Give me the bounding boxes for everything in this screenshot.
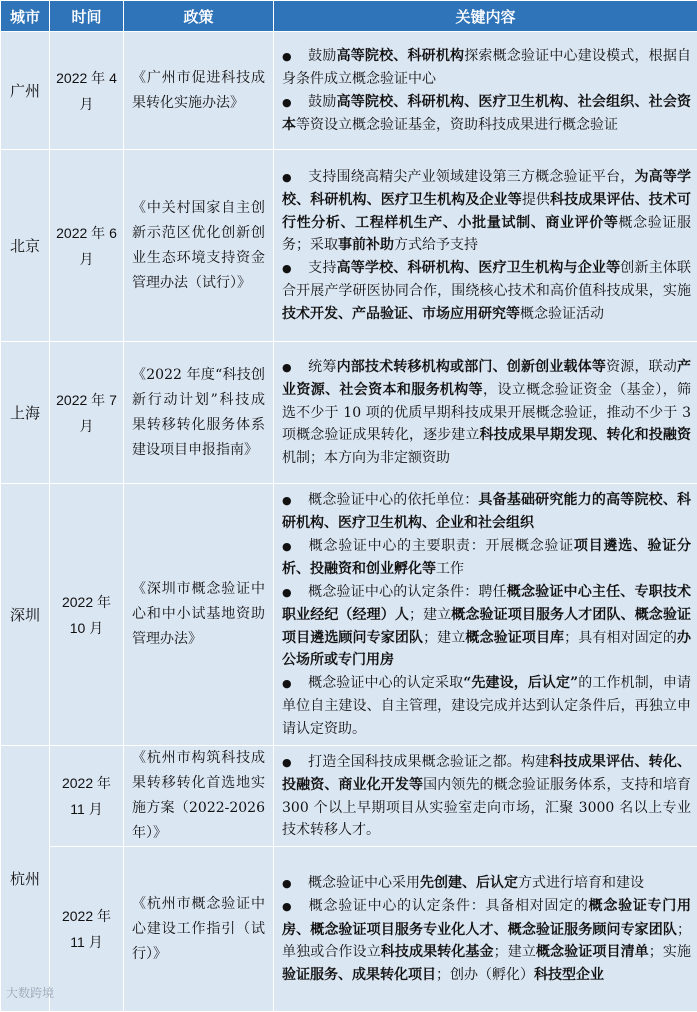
table-row (1, 32, 697, 150)
bullet-dot-icon: ● (282, 167, 308, 190)
body-text: 探索概念验证中心建设模式，根据自身条件成立概念验证中心 (282, 48, 691, 88)
emphasis-text: 高等院校、科研机构、医疗卫生机构、社会组织、社会资本 (282, 94, 691, 134)
time-cell: 2022 年 7 月 (50, 342, 124, 484)
body-text: ；建立 (423, 630, 465, 646)
body-text: ；具有相对固定的 (564, 630, 677, 646)
body-text: ；实施 (649, 944, 691, 960)
body-text: 打造全国科技成果概念验证之都。构建 (308, 754, 549, 770)
bullet-item (282, 45, 691, 91)
content-cell (274, 847, 697, 1012)
city-cell: 杭州 (1, 746, 50, 1012)
emphasis-text: 概念验证中心主任、专职技术职业经纪（经理）人 (282, 584, 691, 624)
city-cell: 深圳 (1, 484, 50, 746)
emphasis-text: 事前补助 (338, 237, 394, 253)
body-text: 概念验证中心采用 (308, 875, 420, 891)
body-text: 国内领先的概念验证服务体系，支持和培育 300 个以上早期项目从实验室走向市场，汇聚 3000 名以上专业技术转移人才。 (282, 777, 691, 838)
bullet-item (282, 166, 691, 257)
bullet-item (282, 489, 691, 535)
emphasis-text: 概念验证项目清单 (536, 944, 649, 960)
bullet-item (282, 257, 691, 326)
emphasis-text: “先建设，后认定” (463, 675, 578, 691)
body-text: 等资设立概念验证基金，资助科技成果进行概念验证 (296, 117, 618, 133)
time-cell: 2022 年 11 月 (50, 746, 124, 847)
policy-cell: 《广州市促进科技成果转化实施办法》 (124, 32, 274, 150)
city-cell: 北京 (1, 150, 50, 342)
bullet-dot-icon: ● (282, 873, 308, 896)
city-cell: 广州 (1, 32, 50, 150)
body-text: ；建立 (409, 607, 451, 623)
policy-cell: 《深圳市概念验证中心和中小试基地资助管理办法》 (124, 484, 274, 746)
bullet-dot-icon: ● (282, 673, 308, 696)
body-text: 概念验证活动 (520, 306, 604, 322)
emphasis-text: 项目遴选、验证分析、投融资和创业孵化等 (282, 538, 691, 578)
body-text: 的工作机制，申请单位自主建设、自主管理，建设完成并达到认定条件后，再独立申请认定资助。 (282, 675, 691, 737)
body-text: 统筹 (308, 359, 337, 375)
body-text: 提供 (522, 192, 550, 208)
table-row (1, 484, 697, 746)
body-text: 支持 (308, 260, 337, 276)
emphasis-text: 科技成果早期发现、转化和投融资 (480, 427, 692, 443)
bullet-dot-icon: ● (282, 752, 308, 775)
body-text: 鼓励 (308, 48, 337, 64)
table-row (1, 150, 697, 342)
bullet-item (282, 895, 691, 986)
time-cell: 2022 年 4 月 (50, 32, 124, 150)
emphasis-text: 先创建、后认定 (420, 875, 518, 891)
emphasis-text: 验证服务、成果转化项目 (282, 967, 436, 983)
header-time: 时间 (50, 1, 124, 32)
emphasis-text: 技术开发、产品验证、市场应用研究等 (282, 306, 520, 322)
emphasis-text: 科技成果转化基金 (381, 944, 494, 960)
table-row (1, 342, 697, 484)
bullet-dot-icon: ● (282, 896, 308, 919)
bullet-dot-icon: ● (282, 46, 308, 69)
body-text: ；单独或合作设立 (282, 922, 691, 961)
emphasis-text: 概念验证项目服务人才团队、概念验证项目遴选顾问专家团队 (282, 607, 691, 646)
emphasis-text: 高等院校、科研机构 (337, 48, 465, 64)
body-text: 概念验证中心的认定采取 (308, 675, 463, 691)
header-policy: 政策 (124, 1, 274, 32)
table-row (1, 746, 697, 847)
bullet-dot-icon: ● (282, 357, 308, 380)
bullet-item (282, 751, 691, 842)
city-cell: 上海 (1, 342, 50, 484)
bullet-item (282, 581, 691, 672)
body-text: 方式进行培育和建设 (518, 875, 644, 891)
content-cell (274, 746, 697, 847)
body-text: 概念验证中心的依托单位： (308, 492, 478, 508)
policy-cell: 《杭州市概念验证中心建设工作指引（试行）》 (124, 847, 274, 1012)
time-cell: 2022 年 10 月 (50, 484, 124, 746)
header-city: 城市 (1, 1, 50, 32)
emphasis-text: 为高等学校、科研机构、医疗卫生机构及企业等 (282, 169, 691, 209)
policy-cell: 《中关村国家自主创新示范区优化创新创业生态环境支持资金管理办法（试行）》 (124, 150, 274, 342)
body-text: 鼓励 (308, 94, 337, 110)
time-cell: 2022 年 6 月 (50, 150, 124, 342)
emphasis-text: 内部技术转移机构或部门、创新创业载体等 (337, 359, 607, 375)
content-cell (274, 32, 697, 150)
emphasis-text: 科技成果评估、技术可行性分析、工程样机生产、小批量试制、商业评价等 (282, 192, 691, 231)
body-text: ，设立概念验证资金（基金），筛选不少于 10 项的优质早期科技成果开展概念验证，推动不少于 3 项概念验证成果转化，逐步建立 (282, 382, 691, 443)
table-header-row (1, 1, 697, 32)
body-text: 概念验证中心的主要职责：开展概念验证 (308, 538, 574, 554)
emphasis-text: 办公场所或专门用房 (282, 630, 691, 669)
body-text: 机制；本方向为非定额资助 (282, 450, 450, 466)
time-cell: 2022 年 11 月 (50, 847, 124, 1012)
body-text: 工作 (436, 561, 464, 577)
content-cell (274, 342, 697, 484)
body-text: 概念验证中心的认定条件：聘任 (308, 584, 507, 600)
emphasis-text: 具备基础研究能力的高等院校、科研机构、医疗卫生机构、企业和社会组织 (282, 492, 691, 532)
header-content: 关键内容 (274, 1, 697, 32)
bullet-item (282, 872, 691, 896)
bullet-item (282, 91, 691, 137)
bullet-item (282, 672, 691, 741)
bullet-dot-icon: ● (282, 582, 308, 605)
watermark: 大数跨境 (6, 984, 54, 1001)
body-text: ；建立 (494, 944, 536, 960)
body-text: 概念验证服务；采取 (282, 215, 691, 254)
content-cell (274, 484, 697, 746)
bullet-dot-icon: ● (282, 536, 308, 559)
body-text: 方式给予支持 (394, 237, 478, 253)
bullet-dot-icon: ● (282, 92, 308, 115)
emphasis-text: 概念验证专门用房、概念验证项目服务专业化人才、概念验证服务顾问专家团队 (282, 898, 691, 938)
bullet-dot-icon: ● (282, 258, 308, 281)
body-text: 创新主体联合开展产学研医协同合作，围绕核心技术和高价值科技成果，实施 (282, 260, 691, 300)
table-row (1, 847, 697, 1012)
emphasis-text: 高等学校、科研机构、医疗卫生机构与企业等 (337, 260, 621, 276)
emphasis-text: 科技型企业 (534, 967, 604, 983)
bullet-item (282, 356, 691, 470)
body-text: 概念验证中心的认定条件：具备相对固定的 (308, 898, 589, 914)
emphasis-text: 概念验证项目库 (465, 630, 564, 646)
content-cell (274, 150, 697, 342)
body-text: ；创办（孵化） (436, 967, 534, 983)
policy-cell: 《杭州市构筑科技成果转移转化首选地实施方案（2022-2026 年）》 (124, 746, 274, 847)
policy-cell: 《2022 年度“科技创新行动计划”科技成果转移转化服务体系建设项目申报指南》 (124, 342, 274, 484)
emphasis-text: 科技成果评估、转化、投融资、商业化开发等 (282, 754, 691, 794)
bullet-item (282, 535, 691, 581)
body-text: 资源，联动 (606, 359, 677, 375)
body-text: 支持围绕高精尖产业领域建设第三方概念验证平台， (308, 169, 634, 185)
bullet-dot-icon: ● (282, 490, 308, 513)
emphasis-text: 产业资源、社会资本和服务机构等 (282, 359, 691, 399)
